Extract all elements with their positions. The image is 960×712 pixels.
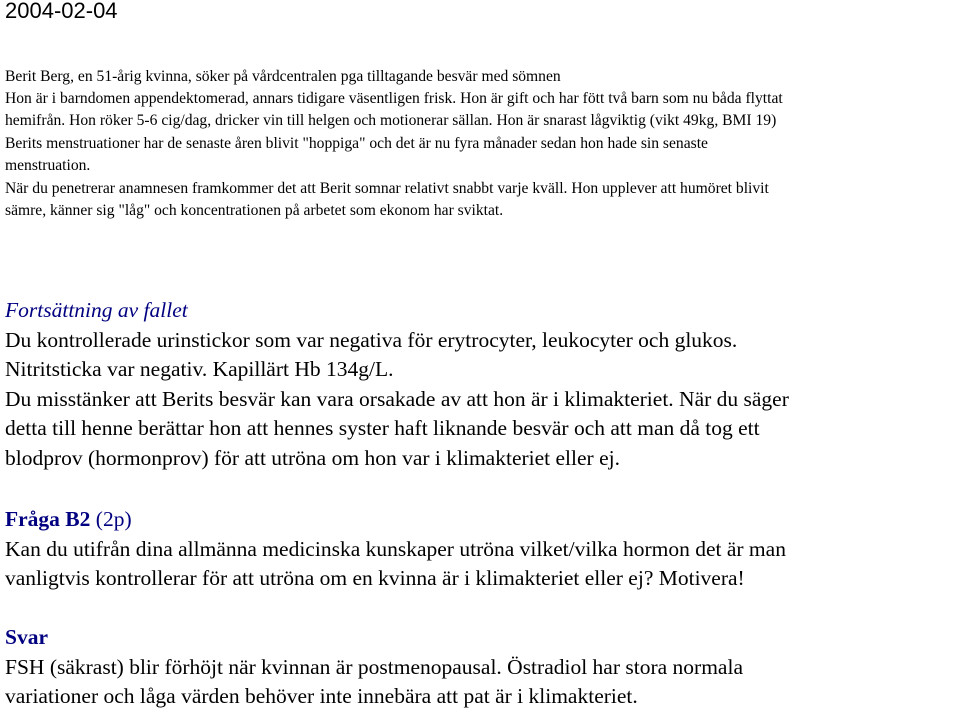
answer-line: variationer och låga värden behöver inte innebära att pat är i klimakteriet. [5, 684, 638, 708]
answer-heading: Svar [5, 625, 48, 649]
continuation-line: Du kontrollerade urinstickor som var negativa för erytrocyter, leukocyter och glukos. [5, 327, 738, 352]
intro-line: När du penetrerar anamnesen framkommer det att Berit somnar relativt snabbt varje kväll. Hon upplever att humöret blivit [5, 179, 769, 197]
continuation-line: blodprov (hormonprov) för att utröna om hon var i klimakteriet eller ej. [5, 445, 620, 470]
question-heading-row [5, 505, 786, 535]
document-date: 2004-02-04 [5, 0, 118, 23]
intro-line: Hon är i barndomen appendektomerad, annars tidigare väsentligen frisk. Hon är gift och har fött två barn som nu båda flyttat [5, 89, 783, 107]
intro-line: hemifrån. Hon röker 5-6 cig/dag, dricker vin till helgen och motionerar sällan. Hon är snarast lågviktig (vikt 49kg, BMI 19) [5, 112, 777, 129]
intro-line: Berit Berg, en 51-årig kvinna, söker på vårdcentralen pga tilltagande besvär med sömnen [5, 68, 561, 85]
intro-line: menstruation. [5, 157, 91, 174]
intro-line: Berits menstruationer har de senaste åren blivit "hoppiga" och det är nu fyra månader sedan hon hade sin senaste [5, 134, 708, 152]
answer-line: FSH (säkrast) blir förhöjt när kvinnan är postmenopausal. Östradiol har stora normala [5, 654, 743, 679]
question-points: (2p) [95, 507, 132, 531]
question-heading: Fråga B2 [5, 507, 91, 531]
question-section [5, 505, 786, 594]
continuation-line: Nitritsticka var negativ. Kapillärt Hb 134g/L. [5, 357, 394, 381]
question-line: Kan du utifrån dina allmänna medicinska kunskaper utröna vilket/vilka hormon det är man [5, 536, 786, 561]
case-intro [5, 66, 783, 223]
continuation-section [5, 296, 789, 473]
intro-line: sämre, känner sig "låg" och koncentrationen på arbetet som ekonom har sviktat. [5, 202, 504, 219]
continuation-heading: Fortsättning av fallet [5, 298, 188, 322]
continuation-line: detta till henne berättar hon att hennes syster haft liknande besvär och att man då tog ett [5, 416, 760, 440]
answer-section [5, 623, 743, 712]
continuation-line: Du misstänker att Berits besvär kan vara orsakade av att hon är i klimakteriet. När du säger [5, 386, 789, 411]
question-line: vanligtvis kontrollerar för att utröna om en kvinna är i klimakteriet eller ej? Motivera! [5, 566, 745, 590]
